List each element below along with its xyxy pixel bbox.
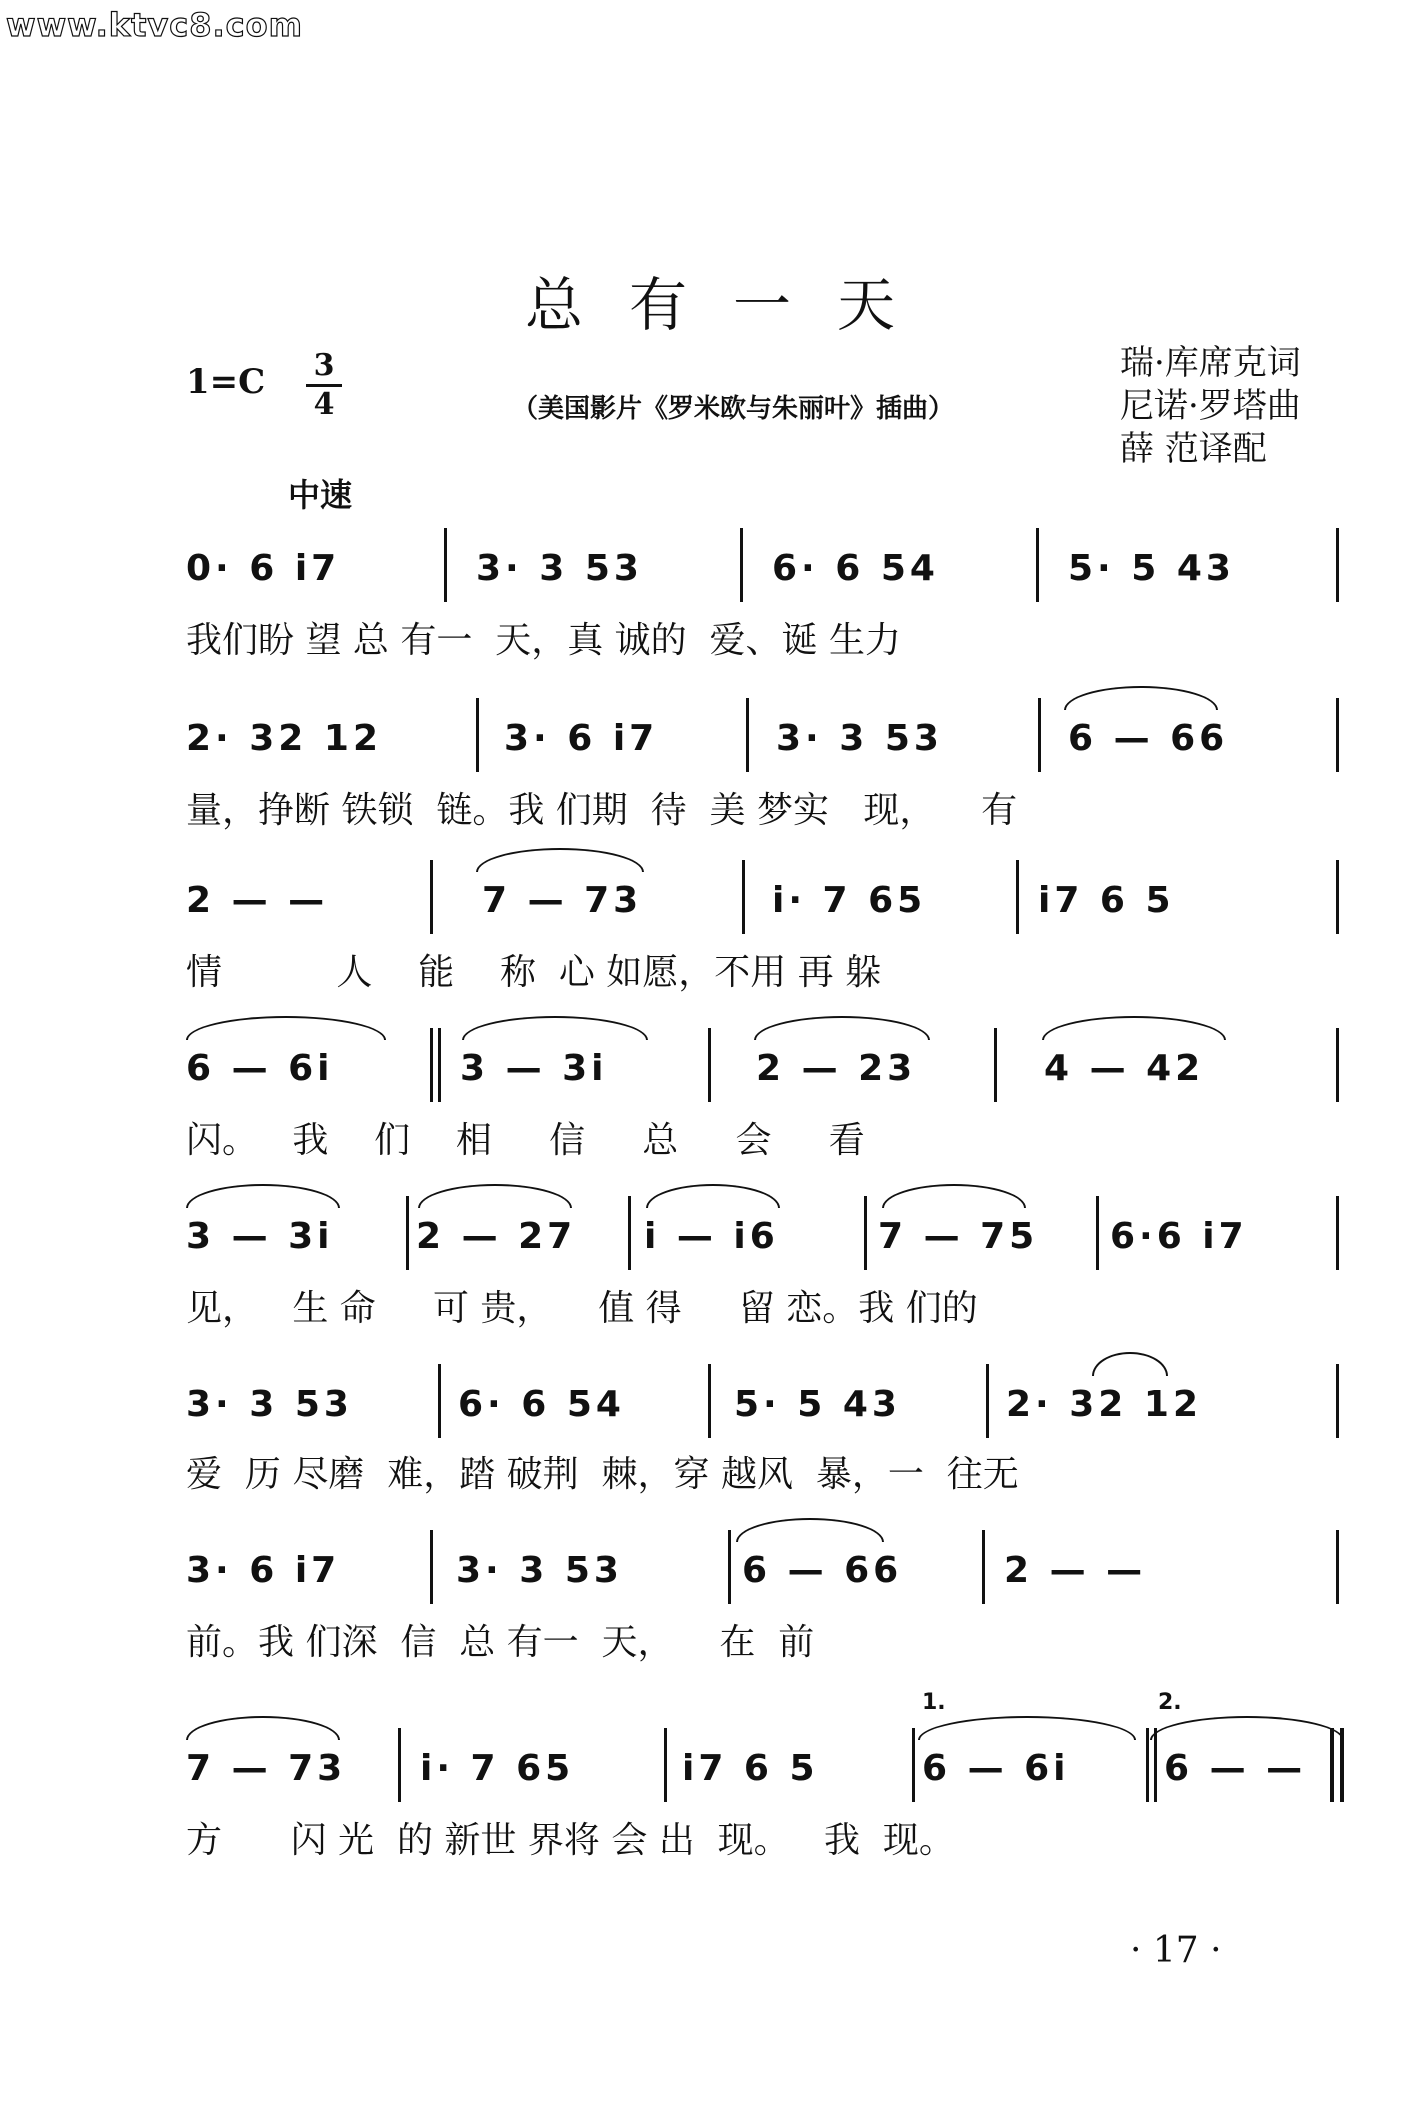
barline [1336,528,1339,602]
barline [398,1728,401,1802]
measure-notes: 3 — 3i [186,1215,334,1257]
repeat-end-barline [1146,1728,1149,1802]
final-barline [1330,1728,1334,1802]
measure [772,870,926,930]
measure-notes: 7 — 75 [878,1215,1039,1257]
measure [186,708,382,768]
measure-notes: i· 7 65 [420,1747,575,1789]
time-signature [306,350,342,421]
slur [1092,1352,1168,1376]
slur [1150,1716,1344,1740]
measure-notes: 6 — 66 [1068,717,1229,759]
lyric-row-6: 爱 历 尽磨 难，踏 破荆 棘，穿 越风 暴，一 往无 [186,1454,1019,1495]
measure-notes: 5· 5 43 [734,1383,901,1425]
slur [754,1016,930,1040]
measure-notes: 2 — 23 [756,1047,917,1089]
barline [742,860,745,934]
lyric-row-4: 闪。 我 们 相 信 总 会 看 [186,1120,865,1161]
notation-row-3 [186,870,1366,930]
barline [708,1028,711,1102]
barline [1336,1196,1339,1270]
measure-notes: 2 — 27 [416,1215,577,1257]
barline [628,1196,631,1270]
barline [740,528,743,602]
measure [186,1206,334,1266]
measure [482,870,642,930]
slur [736,1518,884,1542]
measure-notes: i — i6 [644,1215,779,1257]
measure [1164,1738,1306,1798]
barline [438,1364,441,1438]
subtitle: （美国影片《罗米欧与朱丽叶》插曲） [512,394,955,424]
barline [444,528,447,602]
measure-notes: 3· 3 53 [776,717,943,759]
time-signature-bottom: 4 [313,387,335,422]
measure [504,708,658,768]
measure [776,708,943,768]
measure [476,538,643,598]
measure-notes: 2 — — [1004,1549,1147,1591]
measure-notes: 7 — 73 [482,879,643,921]
page-number: · 17 · [1130,1930,1222,1971]
measure-notes: i7 6 5 [682,1747,819,1789]
measure-notes: 6·6 i7 [1110,1215,1248,1257]
measure [186,1038,334,1098]
measure [1044,1038,1204,1098]
measure [682,1738,819,1798]
barline [1036,528,1039,602]
notation-row-4 [186,1038,1366,1098]
credits [1120,342,1301,471]
time-signature-top: 3 [313,348,335,383]
measure-notes: 7 — 73 [186,1747,347,1789]
key-signature: 1=C [186,362,266,402]
measure [1038,870,1175,930]
notation-row-6 [186,1374,1366,1434]
measure-notes: i7 6 5 [1038,879,1175,921]
lyric-row-8: 方 闪 光 的 新世 界将 会 出 现。 我 现。 [186,1820,955,1861]
song-title: 总有一天 [524,271,941,339]
measure [742,1540,902,1600]
barline [1336,1364,1339,1438]
measure [1004,1540,1146,1600]
lyric-row-1: 我们盼 望 总 有一 天，真 诚的 爱、诞 生力 [186,620,901,661]
barline [1336,1530,1339,1604]
measure-notes: 3· 6 i7 [504,717,659,759]
barline [994,1028,997,1102]
measure-notes: 0· 6 i7 [186,547,341,589]
slur [476,848,644,872]
barline [1336,1028,1339,1102]
measure-notes: 3· 3 53 [186,1383,353,1425]
barline [728,1530,731,1604]
measure [772,538,939,598]
translator-credit: 薛 范译配 [1120,429,1267,469]
measure [734,1374,901,1434]
slur [1042,1016,1226,1040]
barline [864,1196,867,1270]
measure-notes: i· 7 65 [772,879,927,921]
measure [922,1738,1070,1798]
measure [458,1374,625,1434]
watermark: www.ktvc8.com [6,6,303,44]
measure-notes: 6 — — [1164,1747,1307,1789]
measure [1006,1374,1202,1434]
barline [664,1728,667,1802]
slur [462,1016,648,1040]
measure [186,1540,340,1600]
slur [186,1184,340,1208]
measure-notes: 3· 6 i7 [186,1549,341,1591]
measure-notes: 2· 32 12 [186,717,382,759]
measure-notes: 6· 6 54 [772,547,939,589]
measure [186,870,328,930]
notation-row-5 [186,1206,1366,1266]
measure [460,1038,608,1098]
barline [430,1530,433,1604]
measure [186,1374,353,1434]
measure-notes: 2· 32 12 [1006,1383,1202,1425]
measure [420,1738,574,1798]
slur [186,1716,340,1740]
slur [646,1184,780,1208]
lyric-row-5: 见， 生 命 可 贵， 值 得 留 恋。我 们的 [186,1288,978,1329]
measure [756,1038,916,1098]
measure-notes: 6· 6 54 [458,1383,625,1425]
barline [912,1728,915,1802]
slur [1064,686,1218,710]
barline [1038,698,1041,772]
barline [430,860,433,934]
final-barline [1340,1728,1344,1802]
notation-row-7 [186,1540,1366,1600]
lyric-row-2: 量，挣断 铁锁 链。我 们期 待 美 梦实 现， 有 [186,790,1018,831]
barline [1336,860,1339,934]
measure [416,1206,576,1266]
composer-credit: 尼诺·罗塔曲 [1120,386,1301,426]
measure-notes: 3· 3 53 [456,1549,623,1591]
barline [1336,698,1339,772]
lyric-row-3: 情 人 能 称 心 如愿，不用 再 躲 [186,952,882,993]
barline [406,1196,409,1270]
repeat-start-barline [430,1028,433,1102]
slur [882,1184,1026,1208]
barline [708,1364,711,1438]
lyricist-credit: 瑞·库席克词 [1120,343,1301,383]
measure-notes: 6 — 66 [742,1549,903,1591]
lyric-row-7: 前。我 们深 信 总 有一 天， 在 前 [186,1622,815,1663]
measure [1068,708,1228,768]
measure [644,1206,779,1266]
slur [186,1016,386,1040]
measure [456,1540,623,1600]
first-ending-label: 1. [922,1690,946,1715]
measure-notes: 3· 3 53 [476,547,643,589]
tempo-marking: 中速 [288,476,353,514]
barline [1016,860,1019,934]
measure [186,538,340,598]
barline [986,1364,989,1438]
repeat-start-barline [438,1028,441,1102]
slur [918,1716,1136,1740]
notation-row-8 [186,1690,1366,1798]
second-ending-label: 2. [1158,1690,1182,1715]
measure [186,1738,346,1798]
barline [982,1530,985,1604]
measure-notes: 6 — 6i [186,1047,334,1089]
measure [878,1206,1038,1266]
notation-row-2 [186,708,1366,768]
measure-notes: 6 — 6i [922,1747,1070,1789]
measure-notes: 4 — 42 [1044,1047,1205,1089]
measure [1110,1206,1248,1266]
measure-notes: 2 — — [186,879,329,921]
barline [476,698,479,772]
slur [418,1184,572,1208]
measure [1068,538,1235,598]
notation-row-1 [186,538,1366,598]
barline [746,698,749,772]
barline [1096,1196,1099,1270]
measure-notes: 3 — 3i [460,1047,608,1089]
measure-notes: 5· 5 43 [1068,547,1235,589]
